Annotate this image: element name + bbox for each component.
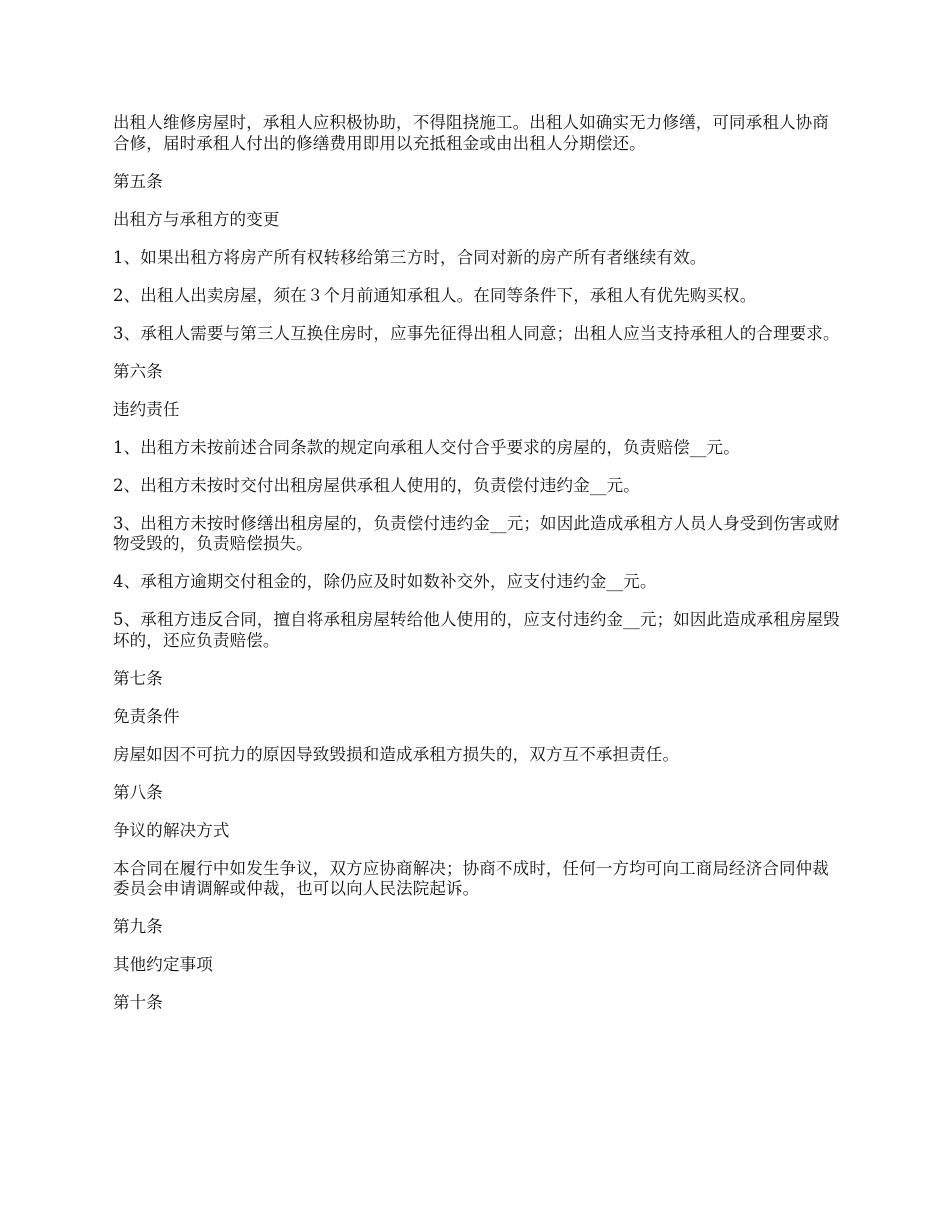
clause-6-3: 3、出租方未按时修缮出租房屋的，负责偿付违约金__元；如因此造成承租方人员人身受到伤害或财物受毁的，负责赔偿损失。: [113, 513, 840, 553]
article-heading-10: 第十条: [113, 993, 163, 1012]
article-heading-5: 第五条: [113, 171, 163, 191]
article-title-7: 免责条件: [113, 706, 180, 726]
article-title-8: 争议的解决方式: [113, 820, 230, 840]
article-heading-8: 第八条: [113, 782, 163, 802]
article-title-5: 出租方与承租方的变更: [113, 209, 280, 229]
clause-7-body: 房屋如因不可抗力的原因导致毁损和造成承租方损失的，双方互不承担责任。: [113, 744, 680, 764]
document-body: [113, 113, 840, 1031]
clause-8-body: 本合同在履行中如发生争议，双方应协商解决；协商不成时，任何一方均可向工商局经济合同仲裁委员会申请调解或仲裁，也可以向人民法院起诉。: [113, 858, 829, 898]
clause-6-2: 2、出租方未按时交付出租房屋供承租人使用的，负责偿付违约金__元。: [113, 475, 640, 495]
clause-6-5: 5、承租方违反合同，擅自将承租房屋转给他人使用的，应支付违约金__元；如因此造成承租房屋毁坏的，还应负责赔偿。: [113, 610, 840, 650]
article-heading-9: 第九条: [113, 917, 163, 936]
article-heading-7: 第七条: [113, 668, 163, 688]
clause-5-2: 2、出租人出卖房屋，须在３个月前通知承租人。在同等条件下，承租人有优先购买权。: [113, 285, 757, 305]
clause-6-4: 4、承租方逾期交付租金的，除仍应及时如数补交外，应支付违约金__元。: [113, 572, 657, 591]
clause-5-1: 1、如果出租方将房产所有权转移给第三方时，合同对新的房产所有者继续有效。: [113, 247, 707, 267]
paragraph-repair-cooperation: 出租人维修房屋时，承租人应积极协助，不得阻挠施工。出租人如确实无力修缮，可同承租人协商合修，届时承租人付出的修缮费用即用以充抵租金或由出租人分期偿还。: [113, 113, 829, 153]
article-title-6: 违约责任: [113, 399, 180, 419]
clause-6-1: 1、出租方未按前述合同条款的规定向承租人交付合乎要求的房屋的，负责赔偿__元。: [113, 437, 740, 457]
article-title-9: 其他约定事项: [113, 955, 213, 974]
article-heading-6: 第六条: [113, 361, 163, 381]
clause-5-3: 3、承租人需要与第三人互换住房时，应事先征得出租人同意；出租人应当支持承租人的合理要求。: [113, 323, 840, 343]
